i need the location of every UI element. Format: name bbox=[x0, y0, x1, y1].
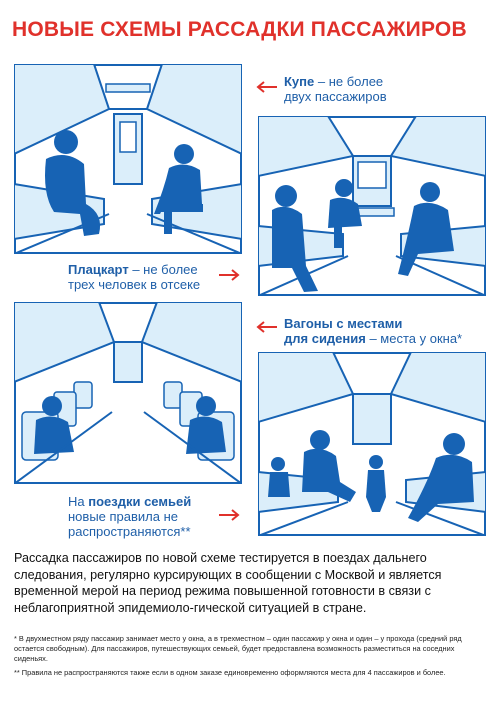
caption-seats bbox=[284, 316, 462, 346]
arrow-left-icon bbox=[256, 80, 278, 94]
caption-family-pre: На bbox=[68, 494, 89, 509]
illustration-seats bbox=[14, 302, 242, 484]
caption-kupe bbox=[284, 74, 387, 104]
caption-kupe-rest: – не более bbox=[314, 74, 384, 89]
footnote-1: * В двухместном ряду пассажир занимает место у окна, а в трехместном – один пассажир у окна и один – у прохода (средний ряд остается свободным). Для пассажиров, путешествующих семьей, будет предоставлена возможность разместиться на соседних сиденьях. bbox=[14, 634, 462, 663]
caption-seats-bold2: для сидения bbox=[284, 331, 366, 346]
arrow-right-icon bbox=[218, 268, 240, 282]
footnote-2: ** Правила не распространяются также если в одном заказе единовременно оформляются места для 4 пассажиров и более. bbox=[14, 668, 446, 677]
caption-platskart-bold: Плацкарт bbox=[68, 262, 129, 277]
caption-family bbox=[68, 494, 191, 539]
caption-kupe-bold: Купе bbox=[284, 74, 315, 89]
caption-seats-rest: – места у окна* bbox=[365, 331, 463, 346]
caption-platskart-rest: – не более bbox=[128, 262, 198, 277]
illustration-family bbox=[258, 352, 486, 536]
caption-kupe-line2: двух пассажиров bbox=[284, 89, 387, 104]
arrow-right-icon bbox=[218, 508, 240, 522]
poster-title: НОВЫЕ СХЕМЫ РАССАДКИ ПАССАЖИРОВ bbox=[12, 18, 467, 41]
illustration-kupe bbox=[258, 116, 486, 296]
arrow-left-icon bbox=[256, 320, 278, 334]
caption-seats-bold1: Вагоны с местами bbox=[284, 316, 403, 331]
caption-family-line2: новые правила не bbox=[68, 509, 179, 524]
illustration-platskart bbox=[14, 64, 242, 254]
caption-family-bold: поездки семьей bbox=[88, 494, 192, 509]
caption-family-line3: распространяются** bbox=[68, 524, 191, 539]
main-text: Рассадка пассажиров по новой схеме тестируется в поездах дальнего следования, регулярно курсирующих в сообщении с Москвой и является временной мерой на период режима повышенной готовности в связи с неблагоприятной эпидемиоло-гической ситуацией в стране. bbox=[14, 551, 442, 615]
caption-platskart-line2: трех человек в отсеке bbox=[68, 277, 201, 292]
caption-platskart bbox=[68, 262, 200, 292]
